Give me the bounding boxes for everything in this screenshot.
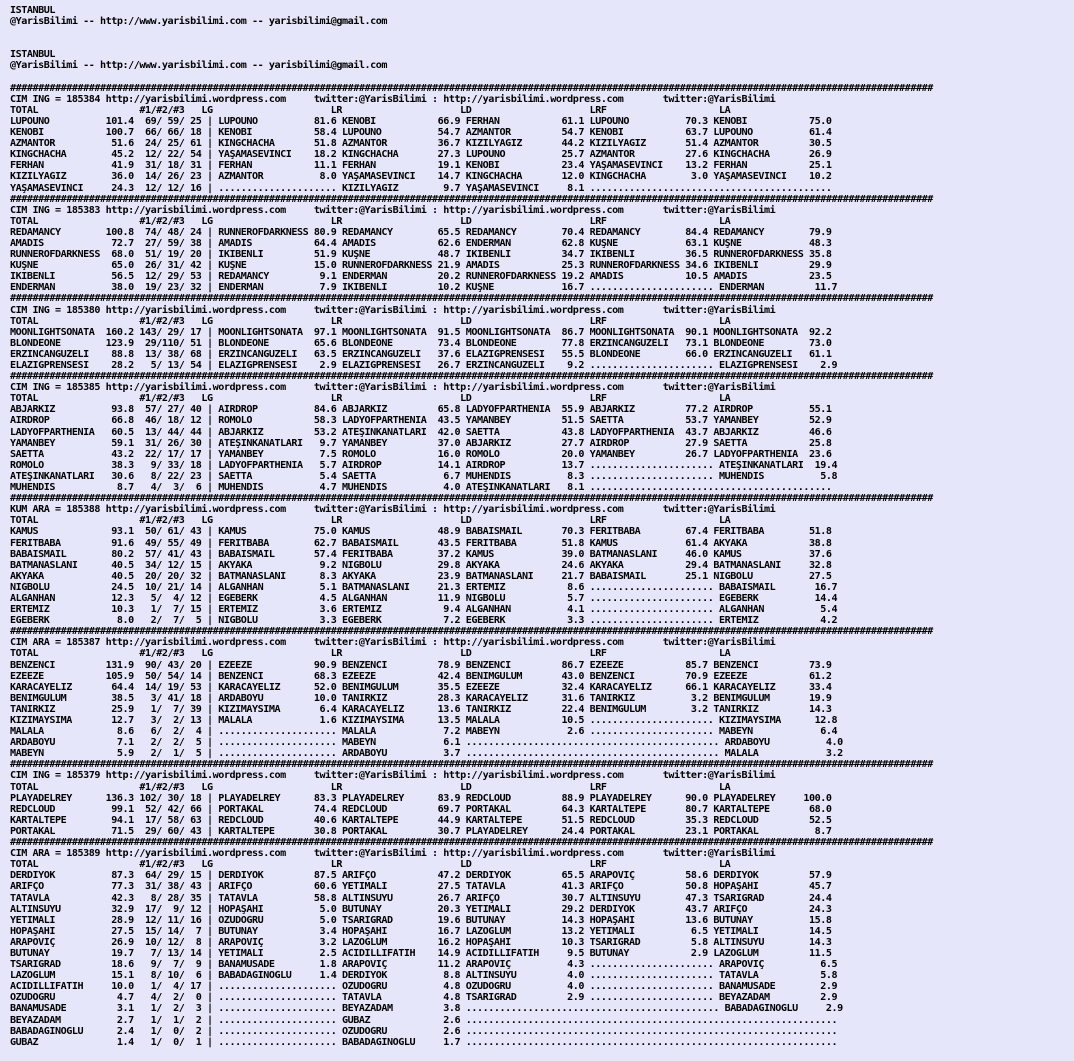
horse-row: YAMANBEY 59.1 31/ 26/ 30 | ATEŞİNKANATLARI 9.7 YAMANBEY 37.0 ABJARKIZ 27.7 AIRDROP 27.9 SAETTA 25.8 xyxy=(10,437,832,449)
horse-row: MÜHENDİS 8.7 4/ 3/ 6 | MÜHENDİS 4.7 MÜHENDİS 4.0 ATEŞİNKANATLARI 8.1 ........................................... xyxy=(10,482,832,494)
horse-row: ELAZIĞPRENSESİ 28.2 5/ 13/ 54 | ELAZIĞPRENSESİ 2.9 ELAZIĞPRENSESİ 26.7 ERZİNCANGÜZELİ 9.2 ...................... ELAZIĞPRENSESİ 2.9 xyxy=(10,360,838,371)
horse-row: ENDERMAN 38.0 19/ 23/ 32 | ENDERMAN 7.9 İKİBENLİ 10.2 KUŞNE 16.7 ...................... ENDERMAN 11.7 xyxy=(10,282,838,294)
horse-row: REDAMANCY 100.8 74/ 48/ 24 | RUNNEROFDARKNESS 80.9 REDAMANCY 65.5 REDAMANCY 70.4 REDAMANCY 84.4 REDAMANCY 79.9 xyxy=(10,226,832,238)
horse-row: REDCLOUD 99.1 52/ 42/ 66 | PORTAKAL 74.4 REDCLOUD 69.7 PORTAKAL 64.3 KARTALTEPE 80.7 KARTALTEPE 68.0 xyxy=(10,803,832,815)
horse-row: PLAYADELREY 136.3 102/ 30/ 18 | PLAYADELREY 83.3 PLAYADELREY 83.9 REDCLOUD 88.9 PLAYADELREY 90.0 PLAYADELREY 100.0 xyxy=(10,792,832,804)
separator-line: #################################################################################################################################################################### xyxy=(10,193,933,205)
column-header-row: TOTAL #1/#2/#3 LG LR LD LRF LA xyxy=(10,859,731,871)
separator-line: #################################################################################################################################################################### xyxy=(10,837,933,849)
horse-row: ABJARKIZ 93.8 57/ 27/ 40 | AIRDROP 84.6 ABJARKIZ 65.8 LADYOFPARTHENIA 55.9 ABJARKIZ 77.2 AIRDROP 55.1 xyxy=(10,404,832,416)
horse-row: ACIDİLLİFATİH 10.0 1/ 4/ 17 | ..................... ÖZÜDOĞRU 4.8 ÖZÜDOĞRU 4.0 ...................... BANAMUSADE 2.9 xyxy=(10,981,838,993)
horse-row: SAETTA 43.2 22/ 17/ 17 | YAMANBEY 7.5 ROMOLO 16.0 ROMOLO 20.0 YAMANBEY 26.7 LADYOFPARTHENIA 23.6 xyxy=(10,448,832,460)
horse-row: BATMANASLANI 40.5 34/ 12/ 15 | AKYAKA 9.2 NİĞBOLU 29.8 AKYAKA 24.6 AKYAKA 29.4 BATMANASLANI 32.8 xyxy=(10,559,832,571)
column-header-row: TOTAL #1/#2/#3 LG LR LD LRF LA xyxy=(10,781,731,793)
horse-row: RUNNEROFDARKNESS 68.0 51/ 19/ 20 | İKİBENLİ 51.9 KUŞNE 48.7 İKİBENLİ 34.7 İKİBENLİ 36.5 RUNNEROFDARKNESS 35.8 xyxy=(10,249,832,261)
horse-row: BENİMGÜLÜM 38.5 3/ 41/ 18 | ARDABOYU 10.0 TANIRKIZ 28.3 KARACAYELİZ 31.6 TANIRKIZ 3.2 BENİMGÜLÜM 19.9 xyxy=(10,692,832,704)
race-title: CIM ING = 185385 http://yarisbilimi.wordpress.com twitter:@YarisBilimi : http://yarisbilimi.wordpress.com twitter:@YarisBilimi xyxy=(10,382,776,394)
horse-row: KENOBI 100.7 66/ 66/ 18 | KENOBI 58.4 LUPOUNO 54.7 AZMANTOR 54.7 KENOBI 63.7 LUPOUNO 61.4 xyxy=(10,127,832,139)
horse-row: BABAİSMAİL 80.2 57/ 41/ 43 | BABAİSMAİL 57.4 FERİTBABA 37.2 KAMUS 39.0 BATMANASLANI 46.0 KAMUS 37.6 xyxy=(10,548,832,560)
horse-row: AZMANTOR 51.6 24/ 25/ 61 | KINGCHACHA 51.8 AZMANTOR 36.7 KIZILYAĞIZ 44.2 KIZILYAĞIZ 51.4 AZMANTOR 30.5 xyxy=(10,138,832,150)
horse-row: AIRDROP 66.8 46/ 18/ 12 | ROMOLO 58.3 LADYOFPARTHENIA 43.5 YAMANBEY 51.5 SAETTA 53.7 YAMANBEY 52.9 xyxy=(10,415,832,427)
horse-row: ARAPOVİÇ 26.9 10/ 12/ 8 | ARAPOVİÇ 3.2 LAZOĞLUM 16.2 HOPAŞAHİ 10.3 TSARİGRAD 5.8 ALTINSUYU 14.3 xyxy=(10,936,832,948)
column-header-row: TOTAL #1/#2/#3 LG LR LD LRF LA xyxy=(10,315,731,327)
horse-row: MABEYN 5.9 2/ 1/ 5 | ..................... ARDABOYU 3.7 ............................................. MALALA 3.2 xyxy=(10,748,843,760)
horse-row: İKİBENLİ 56.5 12/ 29/ 53 | REDAMANCY 9.1 ENDERMAN 20.2 RUNNEROFDARKNESS 19.2 AMADIS 10.5 AMADIS 23.5 xyxy=(10,271,832,283)
race-title: CIM ING = 185383 http://yarisbilimi.wordpress.com twitter:@YarisBilimi : http://yarisbilimi.wordpress.com twitter:@YarisBilimi xyxy=(10,204,776,216)
column-header-row: TOTAL #1/#2/#3 LG LR LD LRF LA xyxy=(10,515,731,527)
horse-row: ATEŞİNKANATLARI 30.6 8/ 22/ 23 | SAETTA 5.4 SAETTA 6.7 MÜHENDİS 8.3 ...................... MÜHENDİS 5.8 xyxy=(10,470,838,482)
horse-row: PORTAKAL 71.5 29/ 60/ 43 | KARTALTEPE 30.8 PORTAKAL 30.7 PLAYADELREY 24.4 PORTAKAL 23.1 PORTAKAL 8.7 xyxy=(10,825,832,837)
horse-row: EGEBERK 8.0 2/ 7/ 5 | NİĞBOLU 3.3 EGEBERK 7.2 EGEBERK 3.3 ...................... ERTEMİZ 4.2 xyxy=(10,615,838,627)
race-title: CIM ARA = 185387 http://yarisbilimi.wordpress.com twitter:@YarisBilimi : http://yarisbilimi.wordpress.com twitter:@YarisBilimi xyxy=(10,637,776,649)
horse-row: ARDABOYU 7.1 2/ 2/ 5 | ..................... MABEYN 6.1 ............................................. ARDABOYU 4.0 xyxy=(10,737,843,749)
horse-row: ARİFÇO 77.3 31/ 38/ 43 | ARİFÇO 60.6 YETİMALİ 27.5 TATAVLA 41.3 ARİFÇO 50.8 HOPAŞAHİ 45.7 xyxy=(10,881,832,893)
race-title: CIM ARA = 185389 http://yarisbilimi.wordpress.com twitter:@YarisBilimi : http://yarisbilimi.wordpress.com twitter:@YarisBilimi xyxy=(10,848,776,860)
horse-row: TATAVLA 42.3 8/ 28/ 35 | TATAVLA 58.8 ALTINSUYU 26.7 ARİFÇO 30.7 ALTINSUYU 47.3 TSARİGRAD 24.4 xyxy=(10,892,832,904)
horse-row: BUTUNAY 19.7 7/ 13/ 14 | YETİMALİ 2.5 ACIDİLLİFATİH 14.9 ACIDİLLİFATİH 9.5 BUTUNAY 2.9 LAZOĞLUM 11.5 xyxy=(10,947,832,959)
horse-row: EZEEZE 105.9 50/ 54/ 14 | BENZENCİ 68.3 EZEEZE 42.4 BENİMGÜLÜM 43.0 BENZENCİ 70.9 EZEEZE 61.2 xyxy=(10,670,832,682)
horse-row: YAŞAMASEVİNCİ 24.3 12/ 12/ 16 | ..................... KIZILYAĞIZ 9.7 YAŞAMASEVİNCİ 8.1 ........................................... xyxy=(10,182,832,194)
horse-row: KIZILYAĞIZ 36.0 14/ 26/ 23 | AZMANTOR 8.0 YAŞAMASEVİNCİ 14.7 KINGCHACHA 12.0 KINGCHACHA 3.0 YAŞAMASEVİNCİ 10.2 xyxy=(10,171,832,183)
column-header-row: TOTAL #1/#2/#3 LG LR LD LRF LA xyxy=(10,104,731,116)
horse-row: FERİTBABA 91.6 49/ 55/ 49 | FERİTBABA 62.7 BABAİSMAİL 43.5 FERİTBABA 51.8 KAMUS 61.4 AKYAKA 38.8 xyxy=(10,537,832,549)
horse-row: DERDİYOK 87.3 64/ 29/ 15 | DERDİYOK 87.5 ARİFÇO 47.2 DERDİYOK 65.5 ARAPOVİÇ 58.6 DERDİYOK 57.9 xyxy=(10,870,832,882)
horse-row: KINGCHACHA 45.2 12/ 22/ 54 | YAŞAMASEVİNCİ 18.2 KINGCHACHA 27.3 LUPOUNO 25.7 AZMANTOR 27.6 KINGCHACHA 26.9 xyxy=(10,149,832,161)
horse-row: FERHAN 41.9 31/ 18/ 31 | FERHAN 11.1 FERHAN 19.1 KENOBI 23.4 YAŞAMASEVİNCİ 13.2 FERHAN 25.1 xyxy=(10,160,832,172)
horse-row: YETİMALİ 28.9 12/ 11/ 16 | ÖZÜDOĞRU 5.0 TSARİGRAD 19.6 BUTUNAY 14.3 HOPAŞAHİ 13.6 BUTUNAY 15.8 xyxy=(10,914,832,926)
horse-row: ÖZÜDOĞRU 4.7 4/ 2/ 0 | ..................... TATAVLA 4.8 TSARİGRAD 2.9 ...................... BEYAZADAM 2.9 xyxy=(10,992,838,1004)
spacer xyxy=(10,72,1074,83)
column-header-row: TOTAL #1/#2/#3 LG LR LD LRF LA xyxy=(10,215,731,227)
horse-row: KAMUS 93.1 50/ 61/ 43 | KAMUS 75.0 KAMUS 48.9 BABAİSMAİL 70.3 FERİTBABA 67.4 FERİTBABA 51.8 xyxy=(10,526,832,538)
race-title: CIM ING = 185379 http://yarisbilimi.wordpress.com twitter:@YarisBilimi : http://yarisbilimi.wordpress.com twitter:@YarisBilimi xyxy=(10,770,776,782)
horse-row: GUBAZ 1.4 1/ 0/ 1 | ..................... BABADAĞINOĞLU 1.7 .................................................................. xyxy=(10,1036,838,1048)
header-contact: @YarisBilimi -- http://www.yarisbilimi.com -- yarisbilimi@gmail.com xyxy=(10,60,388,72)
horse-row: KARTALTEPE 94.1 17/ 58/ 63 | REDCLOUD 40.6 KARTALTEPE 44.9 KARTALTEPE 51.5 REDCLOUD 35.3 REDCLOUD 52.5 xyxy=(10,814,832,826)
race-title: KUM ARA = 185388 http://yarisbilimi.wordpress.com twitter:@YarisBilimi : http://yarisbilimi.wordpress.com twitter:@YarisBilimi xyxy=(10,504,776,516)
separator-line: #################################################################################################################################################################### xyxy=(10,759,933,771)
horse-row: MOONLIGHTSONATA 160.2 143/ 29/ 17 | MOONLIGHTSONATA 97.1 MOONLIGHTSONATA 91.5 MOONLIGHTSONATA 86.7 MOONLIGHTSONATA 90.1 MOONLIGHTSONATA 92.2 xyxy=(10,326,832,338)
spacer xyxy=(10,27,1074,38)
spacer xyxy=(10,38,1074,49)
horse-row: KARACAYELİZ 64.4 14/ 19/ 53 | KARACAYELİZ 52.0 BENİMGÜLÜM 35.5 EZEEZE 32.4 KARACAYELİZ 66.1 KARACAYELİZ 33.4 xyxy=(10,681,832,693)
horse-row: AKYAKA 40.5 20/ 20/ 32 | BATMANASLANI 8.3 AKYAKA 23.9 BATMANASLANI 21.7 BABAİSMAİL 25.1 NİĞBOLU 27.5 xyxy=(10,570,832,582)
horse-row: LUPOUNO 101.4 69/ 59/ 25 | LUPOUNO 81.6 KENOBI 66.9 FERHAN 61.1 LUPOUNO 70.3 KENOBI 75.0 xyxy=(10,115,832,127)
header-city: ISTANBUL xyxy=(10,5,56,16)
horse-row: BABADAĞINOĞLU 2.4 1/ 0/ 2 | ..................... ÖZÜDOĞRU 2.6 .................................................................. xyxy=(10,1025,838,1037)
race-title: CIM ING = 185384 http://yarisbilimi.wordpress.com twitter:@YarisBilimi : http://yarisbilimi.wordpress.com twitter:@YarisBilimi xyxy=(10,93,776,105)
horse-row: ALGANHAN 12.3 5/ 4/ 12 | EGEBERK 4.5 ALGANHAN 11.9 NİĞBOLU 5.7 ...................... EGEBERK 14.4 xyxy=(10,592,838,604)
horse-row: ALTINSUYU 32.9 17/ 9/ 12 | HOPAŞAHİ 5.0 BUTUNAY 20.3 YETİMALİ 29.2 DERDİYOK 43.7 ARİFÇO 24.3 xyxy=(10,903,832,915)
separator-line: #################################################################################################################################################################### xyxy=(10,293,933,305)
horse-row: ERZİNCANGÜZELİ 88.8 13/ 38/ 68 | ERZİNCANGÜZELİ 63.5 ERZİNCANGÜZELİ 37.6 ELAZIĞPRENSESİ 55.5 BLONDEONE 66.0 ERZİNCANGÜZELİ 61.1 xyxy=(10,348,832,360)
separator-line: #################################################################################################################################################################### xyxy=(10,493,933,505)
horse-row: MALALA 8.6 6/ 2/ 4 | ..................... MALALA 7.2 MABEYN 2.6 ...................... MABEYN 6.4 xyxy=(10,726,838,738)
horse-row: NİĞBOLU 24.5 10/ 21/ 14 | ALGANHAN 5.1 BATMANASLANI 21.3 ERTEMİZ 8.6 ...................... BABAİSMAİL 16.7 xyxy=(10,581,838,593)
separator-line: #################################################################################################################################################################### xyxy=(10,82,933,94)
column-header-row: TOTAL #1/#2/#3 LG LR LD LRF LA xyxy=(10,393,731,405)
horse-row: HOPAŞAHİ 27.5 15/ 14/ 7 | BUTUNAY 3.4 HOPAŞAHİ 16.7 LAZOĞLUM 13.2 YETİMALİ 6.5 YETİMALİ 14.5 xyxy=(10,925,832,937)
horse-row: BLONDEONE 123.9 29/110/ 51 | BLONDEONE 65.6 BLONDEONE 73.4 BLONDEONE 77.8 ERZİNCANGÜZELİ 73.1 BLONDEONE 73.0 xyxy=(10,337,832,349)
column-header-row: TOTAL #1/#2/#3 LG LR LD LRF LA xyxy=(10,648,731,660)
horse-row: LADYOFPARTHENIA 60.5 13/ 44/ 44 | ABJARKIZ 53.2 ATEŞİNKANATLARI 42.0 SAETTA 43.8 LADYOFPARTHENIA 43.7 ABJARKIZ 46.6 xyxy=(10,426,832,438)
horse-row: TSARİGRAD 18.6 9/ 7/ 9 | BANAMUSADE 1.8 ARAPOVİÇ 11.2 ARAPOVİÇ 4.3 ...................... ARAPOVİÇ 6.5 xyxy=(10,959,838,971)
horse-row: KUŞNE 65.0 26/ 31/ 42 | KUŞNE 15.0 RUNNEROFDARKNESS 21.9 AMADIS 25.3 RUNNEROFDARKNESS 34.6 İKİBENLİ 29.9 xyxy=(10,260,832,272)
race-title: CIM ING = 185380 http://yarisbilimi.wordpress.com twitter:@YarisBilimi : http://yarisbilimi.wordpress.com twitter:@YarisBilimi xyxy=(10,304,776,316)
horse-row: ROMOLO 38.3 9/ 33/ 18 | LADYOFPARTHENIA 5.7 AIRDROP 14.1 AIRDROP 13.7 ...................... ATEŞİNKANATLARI 19.4 xyxy=(10,459,838,471)
separator-line: #################################################################################################################################################################### xyxy=(10,371,933,383)
horse-row: AMADIS 72.7 27/ 59/ 38 | AMADIS 64.4 AMADIS 62.6 ENDERMAN 62.8 KUŞNE 63.1 KUŞNE 48.3 xyxy=(10,237,832,249)
horse-row: LAZOĞLUM 15.1 8/ 10/ 6 | BABADAĞINOĞLU 1.4 DERDİYOK 8.8 ALTINSUYU 4.0 ...................... TATAVLA 5.8 xyxy=(10,970,838,982)
header-city: ISTANBUL xyxy=(10,49,56,61)
horse-row: KIZIMAYSİMA 12.7 3/ 2/ 13 | MALALA 1.6 KIZIMAYSİMA 13.5 MALALA 10.5 ...................... KIZIMAYSİMA 12.8 xyxy=(10,715,838,726)
horse-row: BANAMUSADE 3.1 1/ 2/ 3 | ..................... BEYAZADAM 3.8 ............................................. BABADAĞINOĞLU 2.9 xyxy=(10,1003,843,1015)
header-contact: @YarisBilimi -- http://www.yarisbilimi.com -- yarisbilimi@gmail.com xyxy=(10,16,388,28)
horse-row: TANIRKIZ 25.9 1/ 7/ 39 | KIZIMAYSİMA 6.4 KARACAYELİZ 13.6 TANIRKIZ 22.4 BENİMGÜLÜM 3.2 TANIRKIZ 14.3 xyxy=(10,703,832,715)
horse-row: ERTEMİZ 10.3 1/ 7/ 15 | ERTEMİZ 3.6 ERTEMİZ 9.4 ALGANHAN 4.1 ...................... ALGANHAN 5.4 xyxy=(10,604,838,616)
horse-row: BENZENCİ 131.9 90/ 43/ 20 | EZEEZE 90.9 BENZENCİ 78.9 BENZENCİ 86.7 EZEEZE 85.7 BENZENCİ 73.9 xyxy=(10,659,832,671)
race-sections xyxy=(10,83,1074,1048)
horse-row: BEYAZADAM 2.7 1/ 1/ 2 | ..................... GUBAZ 2.6 .................................................................. xyxy=(10,1014,838,1026)
separator-line: #################################################################################################################################################################### xyxy=(10,626,933,638)
